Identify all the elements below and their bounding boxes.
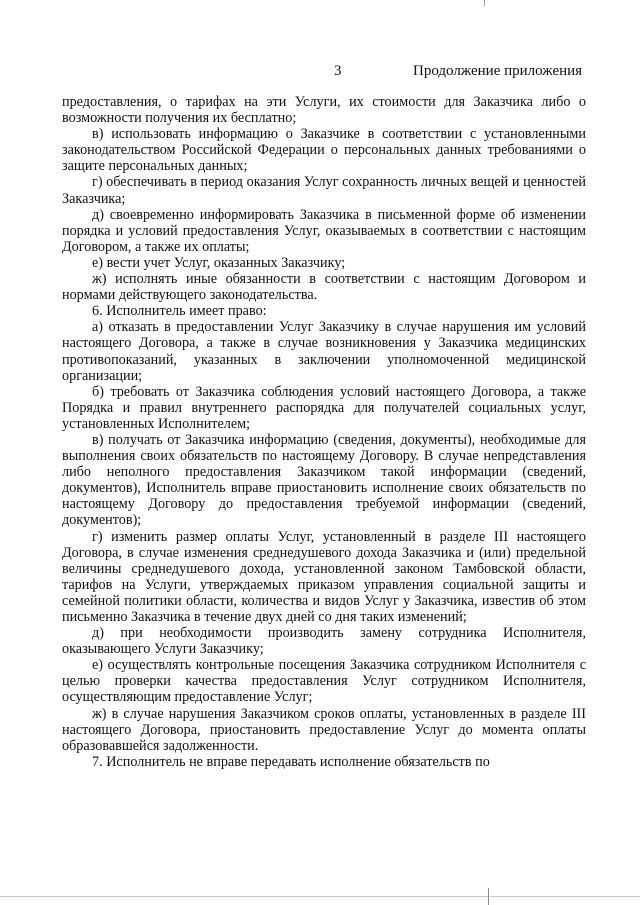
paragraph-6v: в) получать от Заказчика информацию (сведения, документы), необходимые для выполнения своих обязательств по настоящему Договору. В случае непредставления либо неполного предоставления Заказчиком такой информации (сведений, документов), Исполнитель вправе приостановить исполнение своих обязательств по настоящему Договору до предоставления требуемой информации (сведений, документов); xyxy=(62,431,586,529)
paragraph-6b: б) требовать от Заказчика соблюдения условий настоящего Договора, а также Порядка и правил внутреннего распорядка для получателей социальных услуг, установленных Исполнителем; xyxy=(62,383,586,432)
paragraph-5v: в) использовать информацию о Заказчике в соответствии с установленными законодательством Российской Федерации о персональных данных требованиями о защите персональных данных; xyxy=(62,126,586,175)
paragraph-6d: д) при необходимости производить замену сотрудника Исполнителя, оказывающего Услуги Заказчику; xyxy=(62,625,586,658)
paragraph-5e: е) вести учет Услуг, оказанных Заказчику; xyxy=(92,254,346,271)
paragraph-6zh: ж) в случае нарушения Заказчиком сроков оплаты, установленных в разделе III настоящего Договора, приостановить предоставление Услуг до момента оплаты образовавшейся задолженности. xyxy=(62,705,586,754)
document-body xyxy=(62,94,586,770)
paragraph-6-heading: 6. Исполнитель имеет право: xyxy=(92,303,267,320)
scan-mark-bottom xyxy=(488,888,489,905)
paragraph-5g: г) обеспечивать в период оказания Услуг сохранность личных вещей и ценностей Заказчика; xyxy=(62,174,586,207)
paragraph-6e: е) осуществлять контрольные посещения Заказчика сотрудником Исполнителя с целью проверки качества предоставления Услуг сотрудником Исполнителя, осуществляющим предоставление Услуг; xyxy=(62,657,586,706)
paragraph-6g: г) изменить размер оплаты Услуг, установленный в разделе III настоящего Договора, в случае изменения среднедушевого дохода Заказчика и (или) предельной величины среднедушевого дохода, установленной законом Тамбовской области, тарифов на Услуги, утверждаемых приказом управления социальной защиты и семейной политики области, количества и видов Услуг у Заказчика, известив об этом письменно Заказчика в течение двух дней со дня таких изменений; xyxy=(62,528,586,625)
paragraph-6a: а) отказать в предоставлении Услуг Заказчику в случае нарушения им условий настоящего Договора, а также в случае возникновения у Заказчика медицинских противопоказаний, указанных в заключении уполномоченной медицинской организации; xyxy=(62,319,586,384)
scan-edge-line xyxy=(0,896,640,897)
paragraph-continuation: предоставления, о тарифах на эти Услуги, их стоимости для Заказчика либо о возможности получения их бесплатно; xyxy=(62,94,586,127)
page-number: 3 xyxy=(334,63,342,79)
page-header xyxy=(0,63,640,83)
paragraph-5d: д) своевременно информировать Заказчика в письменной форме об изменении порядка и условий предоставления Услуг, оказываемых в соответствии с настоящим Договором, а также их оплаты; xyxy=(62,206,586,255)
paragraph-7: 7. Исполнитель не вправе передавать исполнение обязательств по xyxy=(92,753,490,770)
paragraph-5zh: ж) исполнять иные обязанности в соответствии с настоящим Договором и нормами действующего законодательства. xyxy=(62,271,586,304)
scan-mark-top xyxy=(484,0,485,6)
header-title: Продолжение приложения xyxy=(413,63,583,79)
